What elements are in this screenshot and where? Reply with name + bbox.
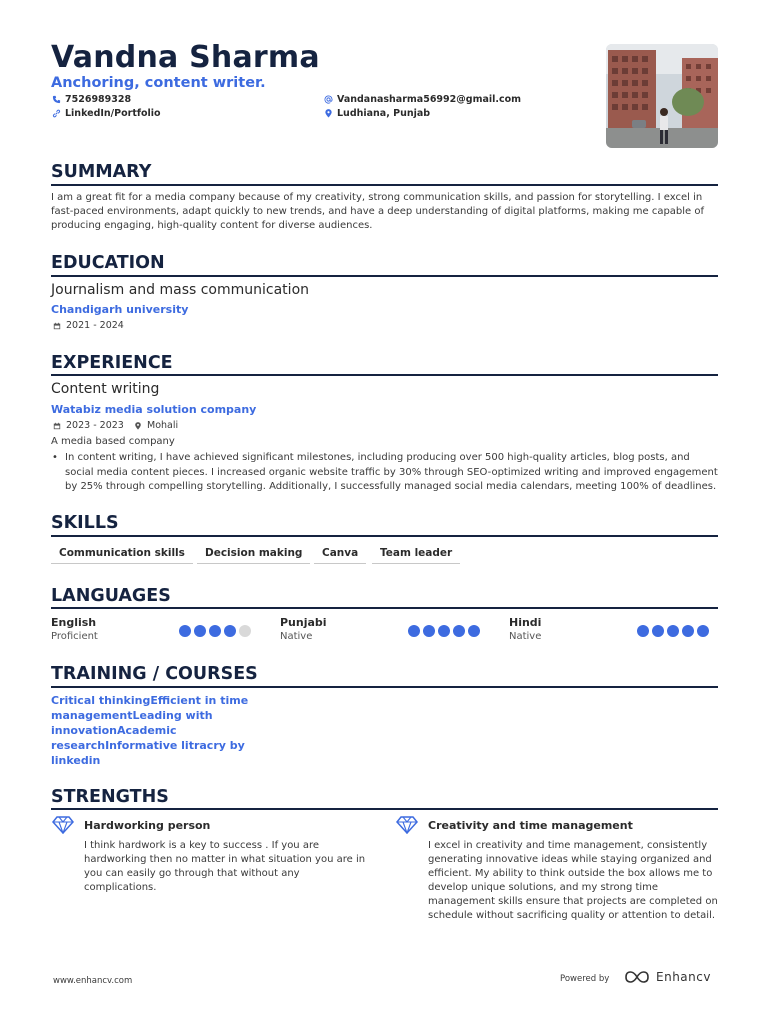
summary-text: I am a great fit for a media company because of my creativity, strong communication skills, and passion for storytelling. I excel in fast-paced environments, adapt quickly to new trends, and have a deep understanding of digital platforms, making me capable of producing engaging, high-quality content for diverse audiences.	[51, 192, 705, 231]
skills-heading: SKILLS	[51, 513, 119, 533]
experience-description: A media based company	[51, 436, 175, 447]
diamond-icon	[396, 816, 418, 834]
training-list: Critical thinkingEfficient in time managementLeading with innovationAcademic researchInformative litracry by linkedin	[51, 694, 249, 767]
location-pin-icon	[134, 422, 142, 430]
location-pin-icon	[324, 109, 333, 118]
rating-dot-filled	[652, 625, 664, 637]
languages-heading: LANGUAGES	[51, 586, 171, 606]
skill-tag: Decision making	[197, 547, 310, 564]
language-rating	[637, 625, 709, 637]
strengths-heading: STRENGTHS	[51, 787, 169, 807]
diamond-icon	[52, 816, 74, 834]
strength-text: I think hardwork is a key to success . If you are hardworking then no matter in what situation you are in you can easily go through that without any complications.	[84, 840, 366, 893]
link-icon	[52, 109, 61, 118]
education-school: Chandigarh university	[51, 303, 189, 316]
summary-heading: SUMMARY	[51, 162, 152, 182]
strength-title: Creativity and time management	[428, 819, 633, 832]
language-rating	[179, 625, 251, 637]
education-degree: Journalism and mass communication	[51, 282, 310, 298]
rating-dot-filled	[682, 625, 694, 637]
footer-website[interactable]: www.enhancv.com	[53, 976, 133, 986]
profile-photo	[606, 44, 718, 148]
language-level: Native	[280, 631, 313, 642]
location-text: Ludhiana, Punjab	[337, 108, 431, 119]
language-name: Hindi	[509, 616, 542, 629]
language-name: English	[51, 616, 97, 629]
experience-location	[134, 420, 178, 431]
calendar-icon	[53, 422, 61, 430]
experience-role: Content writing	[51, 381, 160, 397]
education-divider	[51, 275, 718, 277]
links-contact[interactable]	[52, 108, 161, 119]
experience-company: Watabiz media solution company	[51, 403, 257, 416]
enhancv-logo[interactable]	[624, 970, 711, 984]
rating-dot-filled	[423, 625, 435, 637]
education-dates	[53, 320, 124, 331]
language-name: Punjabi	[280, 616, 327, 629]
profile-photo-image	[606, 44, 718, 148]
rating-dot-filled	[209, 625, 221, 637]
rating-dot-filled	[224, 625, 236, 637]
experience-heading: EXPERIENCE	[51, 353, 173, 373]
language-level: Native	[509, 631, 542, 642]
experience-bullet-text: In content writing, I have achieved significant milestones, including producing over 500 high-quality articles, blog posts, and social media content pieces. I increased organic website traffic by 30% through SEO-optimized writing and improved engagement by 25% through compelling storytelling. Additionally, I successfully managed social media calendars, meeting 100% of deadlines.	[65, 452, 718, 492]
summary-divider	[51, 184, 718, 186]
experience-dates	[53, 420, 124, 431]
language-rating	[408, 625, 480, 637]
rating-dot-filled	[438, 625, 450, 637]
links-text: LinkedIn/Portfolio	[65, 108, 161, 119]
rating-dot-filled	[697, 625, 709, 637]
education-heading: EDUCATION	[51, 253, 165, 273]
rating-dot-empty	[239, 625, 251, 637]
experience-dates-text: 2023 - 2023	[66, 420, 124, 431]
strengths-divider	[51, 808, 718, 810]
rating-dot-filled	[468, 625, 480, 637]
skill-tag: Canva	[314, 547, 366, 564]
experience-divider	[51, 374, 718, 376]
phone-icon	[52, 95, 61, 104]
rating-dot-filled	[408, 625, 420, 637]
education-dates-text: 2021 - 2024	[66, 320, 124, 331]
rating-dot-filled	[194, 625, 206, 637]
rating-dot-filled	[179, 625, 191, 637]
strength-title: Hardworking person	[84, 819, 211, 832]
at-icon	[324, 95, 333, 104]
enhancv-logo-icon	[624, 970, 650, 984]
email-text: Vandanasharma56992@gmail.com	[337, 94, 522, 105]
email-contact[interactable]	[324, 94, 521, 105]
enhancv-logo-text: Enhancv	[656, 970, 711, 984]
candidate-title: Anchoring, content writer.	[51, 75, 266, 91]
languages-divider	[51, 607, 718, 609]
experience-bullet	[51, 451, 718, 495]
phone-text: 7526989328	[65, 94, 132, 105]
phone-contact[interactable]	[52, 94, 131, 105]
strength-text: I excel in creativity and time management, consistently generating innovative ideas while staying organized and efficient. My ability to think outside the box allows me to develop unique solutions, and my strong time management skills ensure that projects are completed on schedule without sacrificing quality or attention to detail.	[428, 840, 718, 921]
skill-tag: Team leader	[372, 547, 460, 564]
location-contact	[324, 108, 430, 119]
language-level: Proficient	[51, 631, 98, 642]
training-divider	[51, 686, 718, 688]
rating-dot-filled	[453, 625, 465, 637]
training-heading: TRAINING / COURSES	[51, 664, 258, 684]
experience-location-text: Mohali	[147, 420, 179, 431]
calendar-icon	[53, 322, 61, 330]
rating-dot-filled	[637, 625, 649, 637]
bullet-dot: •	[52, 452, 58, 463]
skill-tag: Communication skills	[51, 547, 193, 564]
skills-divider	[51, 535, 718, 537]
candidate-name: Vandna Sharma	[51, 40, 320, 75]
footer-powered-by: Powered by	[560, 974, 610, 984]
rating-dot-filled	[667, 625, 679, 637]
